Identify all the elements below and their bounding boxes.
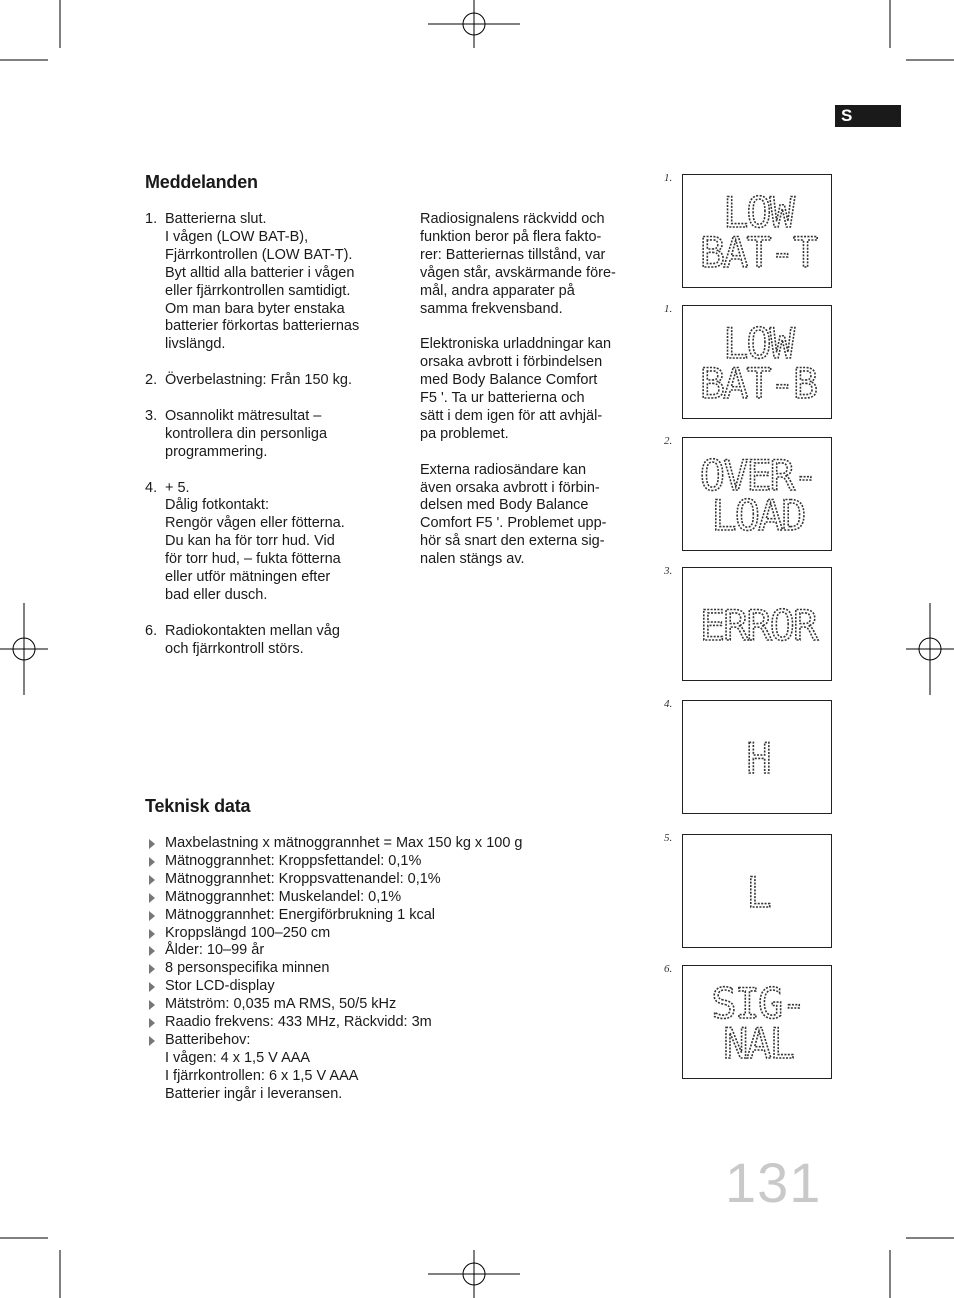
tech-item-text: Mätnoggrannhet: Kroppsfettandel: 0,1% [165, 852, 422, 869]
tech-item [145, 978, 625, 996]
lcd-display [682, 305, 832, 419]
lcd-line: LOW [723, 188, 793, 237]
message-item [145, 372, 395, 390]
lcd-display [682, 965, 832, 1079]
lcd-screen [683, 701, 833, 815]
message-text: Radiokontakten mellan våg och fjärrkontroll störs. [165, 622, 340, 657]
messages-list [145, 211, 395, 659]
tech-item-text: Mätnoggrannhet: Kroppsvattenandel: 0,1% [165, 870, 441, 887]
tech-item [145, 960, 625, 978]
lcd-display [682, 834, 832, 948]
tech-list [145, 835, 625, 1104]
lcd-screen [683, 438, 833, 552]
lcd-line: H [746, 734, 770, 783]
tech-item [145, 889, 625, 907]
tech-item [145, 1014, 625, 1032]
display-label: 1. [664, 172, 673, 184]
message-item [145, 480, 395, 605]
bullet-triangle-icon [149, 929, 155, 939]
message-text: Osannolikt mätresultat – kontrollera din personliga programmering. [165, 407, 328, 460]
tech-item [145, 835, 625, 853]
bullet-triangle-icon [149, 893, 155, 903]
tech-item [145, 1032, 625, 1104]
display-label: 2. [664, 435, 673, 447]
lcd-screen [683, 966, 833, 1080]
radio-note-paragraph: Externa radiosändare kan även orsaka avbrott i förbin- delsen med Body Balance Comfort F5 '. Problemet upp- hör så snart den externa sig- nalen stängs av. [420, 461, 607, 568]
lcd-line: SIG- [711, 979, 805, 1028]
bullet-triangle-icon [149, 964, 155, 974]
page-number: 131 [725, 1151, 822, 1214]
lcd-line: L [746, 868, 770, 917]
message-item [145, 623, 395, 659]
message-number: 3. [145, 407, 158, 424]
lcd-display [682, 437, 832, 551]
message-text: Batterierna slut. I vågen (LOW BAT-B), Fjärrkontrollen (LOW BAT-T). Byt alltid alla batterier i vågen eller fjärrkontrollen samtidigt. Om man bara byter enstaka batterier förkortas batteriernas livslängd. [165, 211, 360, 353]
tech-item [145, 925, 625, 943]
radio-note-paragraph: Radiosignalens räckvidd och funktion beror på flera fakto- rer: Batteriernas tillstånd, var vågen står, avskärmande före- mål, andra apparater på samma frekvensband. [420, 211, 616, 317]
message-number: 1. [145, 211, 158, 227]
message-number: 2. [145, 372, 158, 389]
bullet-triangle-icon [149, 857, 155, 867]
tech-item [145, 942, 625, 960]
tech-item-text: 8 personspecifika minnen [165, 960, 330, 977]
tech-item-text: Maxbelastning x mätnoggrannhet = Max 150 kg x 100 g [165, 835, 523, 851]
bullet-triangle-icon [149, 1018, 155, 1028]
radio-note-paragraph: Elektroniska urladdningar kan orsaka avbrott i förbindelsen med Body Balance Comfort F5 '. Ta ur batterierna och sätt i dem igen för att avhjäl- pa problemet. [420, 336, 612, 442]
display-label: 4. [664, 698, 673, 710]
tech-item [145, 871, 625, 889]
bullet-triangle-icon [149, 839, 155, 849]
tech-item [145, 853, 625, 871]
messages-column [145, 211, 395, 676]
lcd-display [682, 567, 832, 681]
tech-item-text: Stor LCD-display [165, 978, 275, 995]
radio-notes-column [420, 211, 640, 587]
lcd-line: OVER- [699, 451, 817, 500]
bullet-triangle-icon [149, 946, 155, 956]
tech-item-text: Batteribehov: I vågen: 4 x 1,5 V AAA I fjärrkontrollen: 6 x 1,5 V AAA Batterier ingår i leveransen. [165, 1031, 359, 1102]
message-item [145, 408, 395, 462]
tech-heading: Teknisk data [145, 796, 251, 816]
bullet-triangle-icon [149, 982, 155, 992]
lcd-screen [683, 568, 833, 682]
tech-item-text: Mätnoggrannhet: Muskelandel: 0,1% [165, 888, 402, 905]
lcd-line: LOW [723, 319, 793, 368]
lcd-line: LOAD [711, 491, 805, 540]
bullet-triangle-icon [149, 911, 155, 921]
lcd-display [682, 174, 832, 288]
bullet-triangle-icon [149, 1000, 155, 1010]
lcd-line: NAL [723, 1019, 793, 1068]
language-tab: S [835, 105, 901, 127]
display-label: 3. [664, 565, 673, 577]
tech-item-text: Mätnoggrannhet: Energiförbrukning 1 kcal [165, 906, 436, 923]
lcd-line: BAT-T [699, 228, 817, 277]
tech-item [145, 996, 625, 1014]
tech-column [145, 835, 625, 1104]
messages-heading: Meddelanden [145, 172, 258, 192]
message-text: Överbelastning: Från 150 kg. [165, 372, 352, 389]
lcd-line: BAT-B [699, 359, 817, 408]
bullet-triangle-icon [149, 1036, 155, 1046]
message-item [145, 211, 395, 354]
lcd-line: ERROR [699, 601, 817, 650]
lcd-screen [683, 306, 833, 420]
display-label: 5. [664, 832, 673, 844]
message-number: 4. [145, 479, 158, 496]
tech-item [145, 907, 625, 925]
display-label: 1. [664, 303, 673, 315]
lcd-display [682, 700, 832, 814]
tech-item-text: Mätström: 0,035 mA RMS, 50/5 kHz [165, 996, 397, 1013]
lcd-screen [683, 175, 833, 289]
message-number: 6. [145, 622, 158, 639]
message-text: + 5. Dålig fotkontakt: Rengör vågen eller fötterna. Du kan ha för torr hud. Vid för torr hud, – fukta fötterna eller utför mätningen efter bad eller dusch. [165, 479, 345, 603]
display-label: 6. [664, 963, 673, 975]
bullet-triangle-icon [149, 875, 155, 885]
tech-item-text: Ålder: 10–99 år [165, 942, 265, 959]
tech-item-text: Raadio frekvens: 433 MHz, Räckvidd: 3m [165, 1014, 432, 1031]
lcd-screen [683, 835, 833, 949]
tech-item-text: Kroppslängd 100–250 cm [165, 924, 331, 941]
